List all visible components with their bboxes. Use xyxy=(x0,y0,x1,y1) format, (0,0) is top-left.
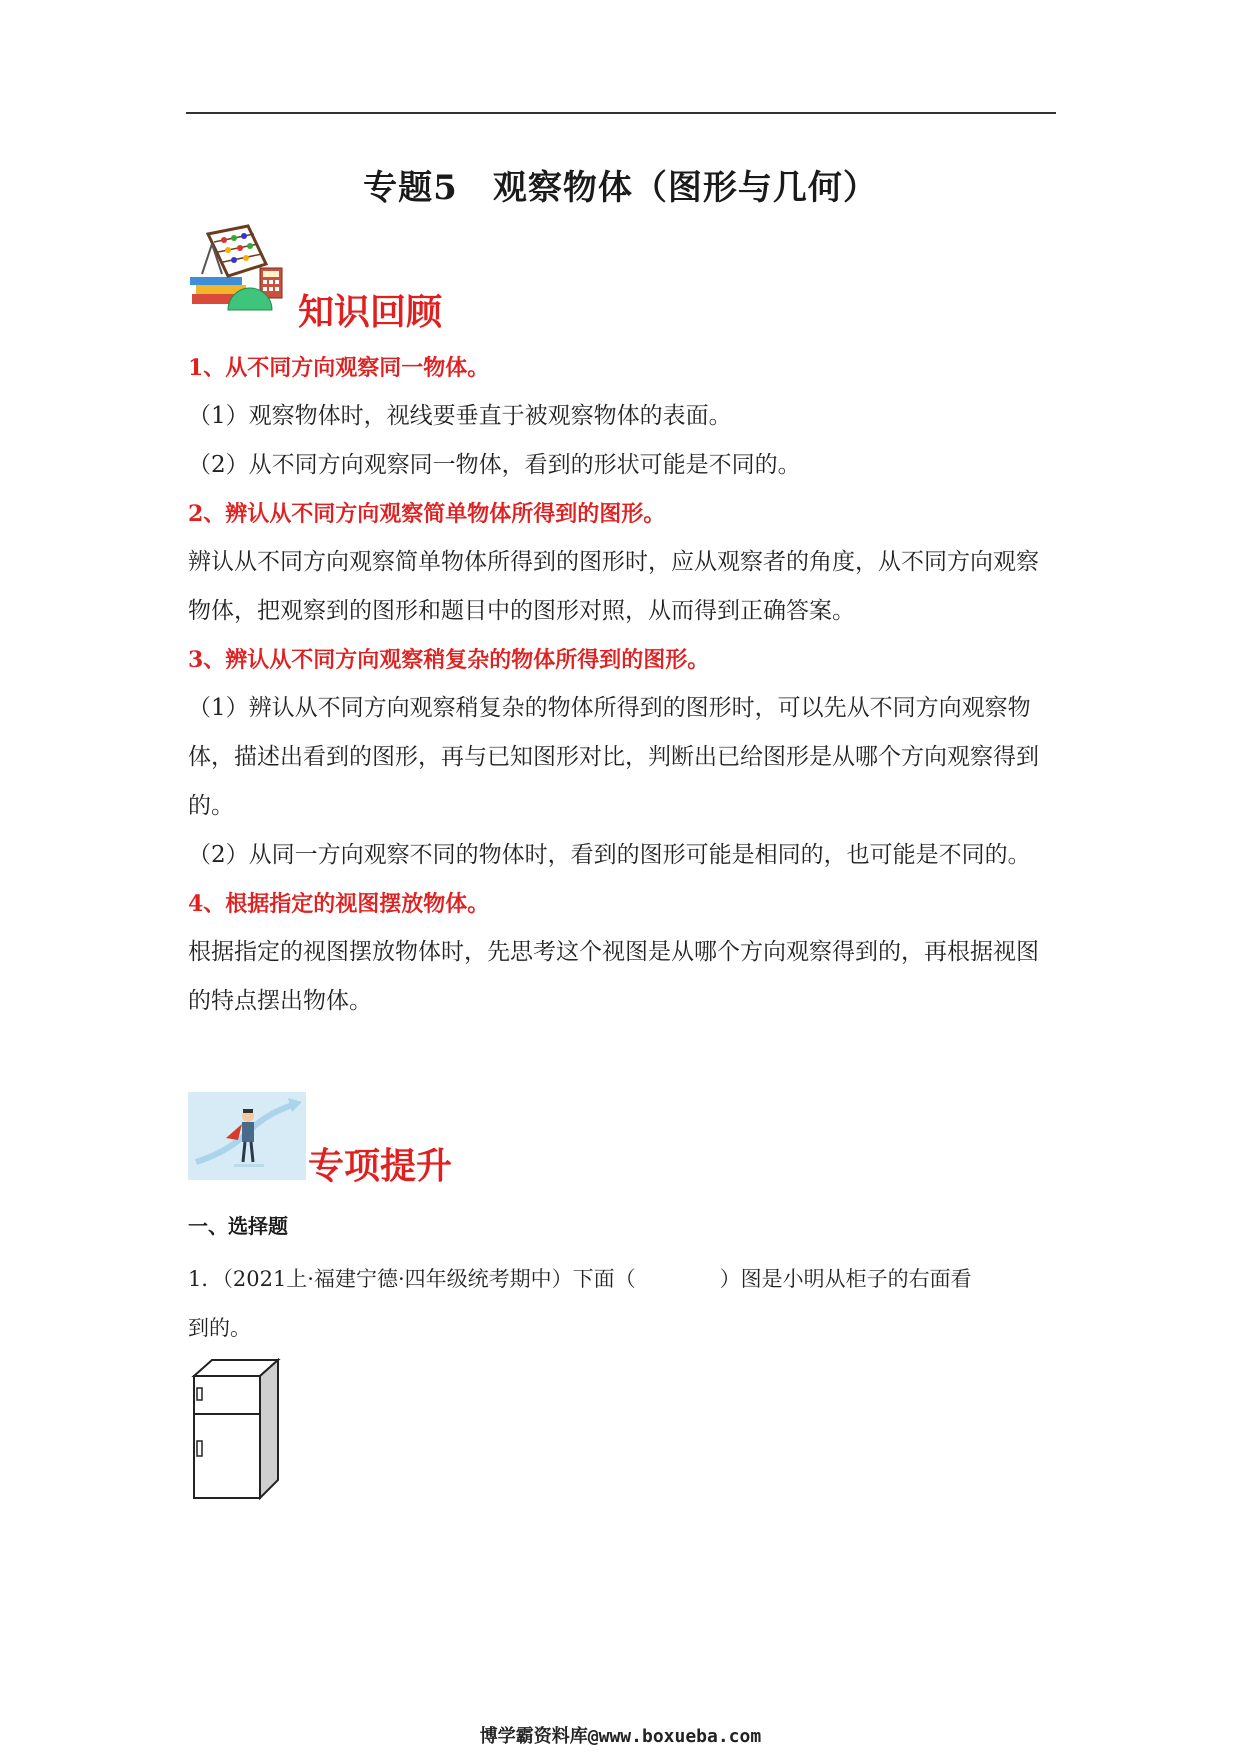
superhero-growth-icon xyxy=(188,1092,306,1180)
footer-site-name: 博学霸资料库 xyxy=(479,1726,588,1747)
knowledge-para: （1）辨认从不同方向观察稍复杂的物体所得到的图形时，可以先从不同方向观察物体，描述出看到的图形，再与已知图形对比，判断出已给图形是从哪个方向观察得到的。 xyxy=(188,695,1039,819)
abacus-books-icon xyxy=(188,224,288,314)
question-section xyxy=(188,1210,1056,1239)
section-practice-label: 专项提升 xyxy=(308,1145,453,1187)
section-knowledge-label: 知识回顾 xyxy=(298,291,443,333)
question-1 xyxy=(188,1255,1056,1353)
knowledge-para: 辨认从不同方向观察简单物体所得到的图形时，应从观察者的角度，从不同方向观察物体，把观察到的图形和题目中的图形对照，从而得到正确答案。 xyxy=(188,549,1039,624)
section-special-practice xyxy=(188,1092,488,1188)
knowledge-heading-2: 2、辨认从不同方向观察简单物体所得到的图形。 xyxy=(188,501,666,527)
knowledge-heading-3: 3、辨认从不同方向观察稍复杂的物体所得到的图形。 xyxy=(188,647,710,673)
footer-watermark xyxy=(0,1722,1241,1748)
header-rule xyxy=(186,112,1056,114)
knowledge-para: （2）从不同方向观察同一物体，看到的形状可能是不同的。 xyxy=(188,452,801,478)
knowledge-heading-1: 1、从不同方向观察同一物体。 xyxy=(188,355,490,381)
section-knowledge-review xyxy=(188,224,488,333)
knowledge-para: （1）观察物体时，视线要垂直于被观察物体的表面。 xyxy=(188,403,732,429)
question-1-text-line2: 到的。 xyxy=(188,1316,251,1340)
question-type-heading: 一、选择题 xyxy=(188,1214,288,1238)
knowledge-heading-4: 4、根据指定的视图摆放物体。 xyxy=(188,891,490,917)
cabinet-icon xyxy=(190,1358,284,1503)
knowledge-para: 根据指定的视图摆放物体时，先思考这个视图是从哪个方向观察得到的，再根据视图的特点摆出物体。 xyxy=(188,939,1039,1014)
knowledge-review-content xyxy=(188,344,1056,1026)
footer-site-url: @www.boxueba.com xyxy=(587,1726,762,1747)
question-1-text-line1: 1．（2021上·福建宁德·四年级统考期中）下面（ ）图是小明从柜子的右面看 xyxy=(188,1267,972,1291)
page-title: 专题5 观察物体（图形与几何） xyxy=(363,168,878,208)
knowledge-para: （2）从同一方向观察不同的物体时，看到的图形可能是相同的，也可能是不同的。 xyxy=(188,842,1031,868)
